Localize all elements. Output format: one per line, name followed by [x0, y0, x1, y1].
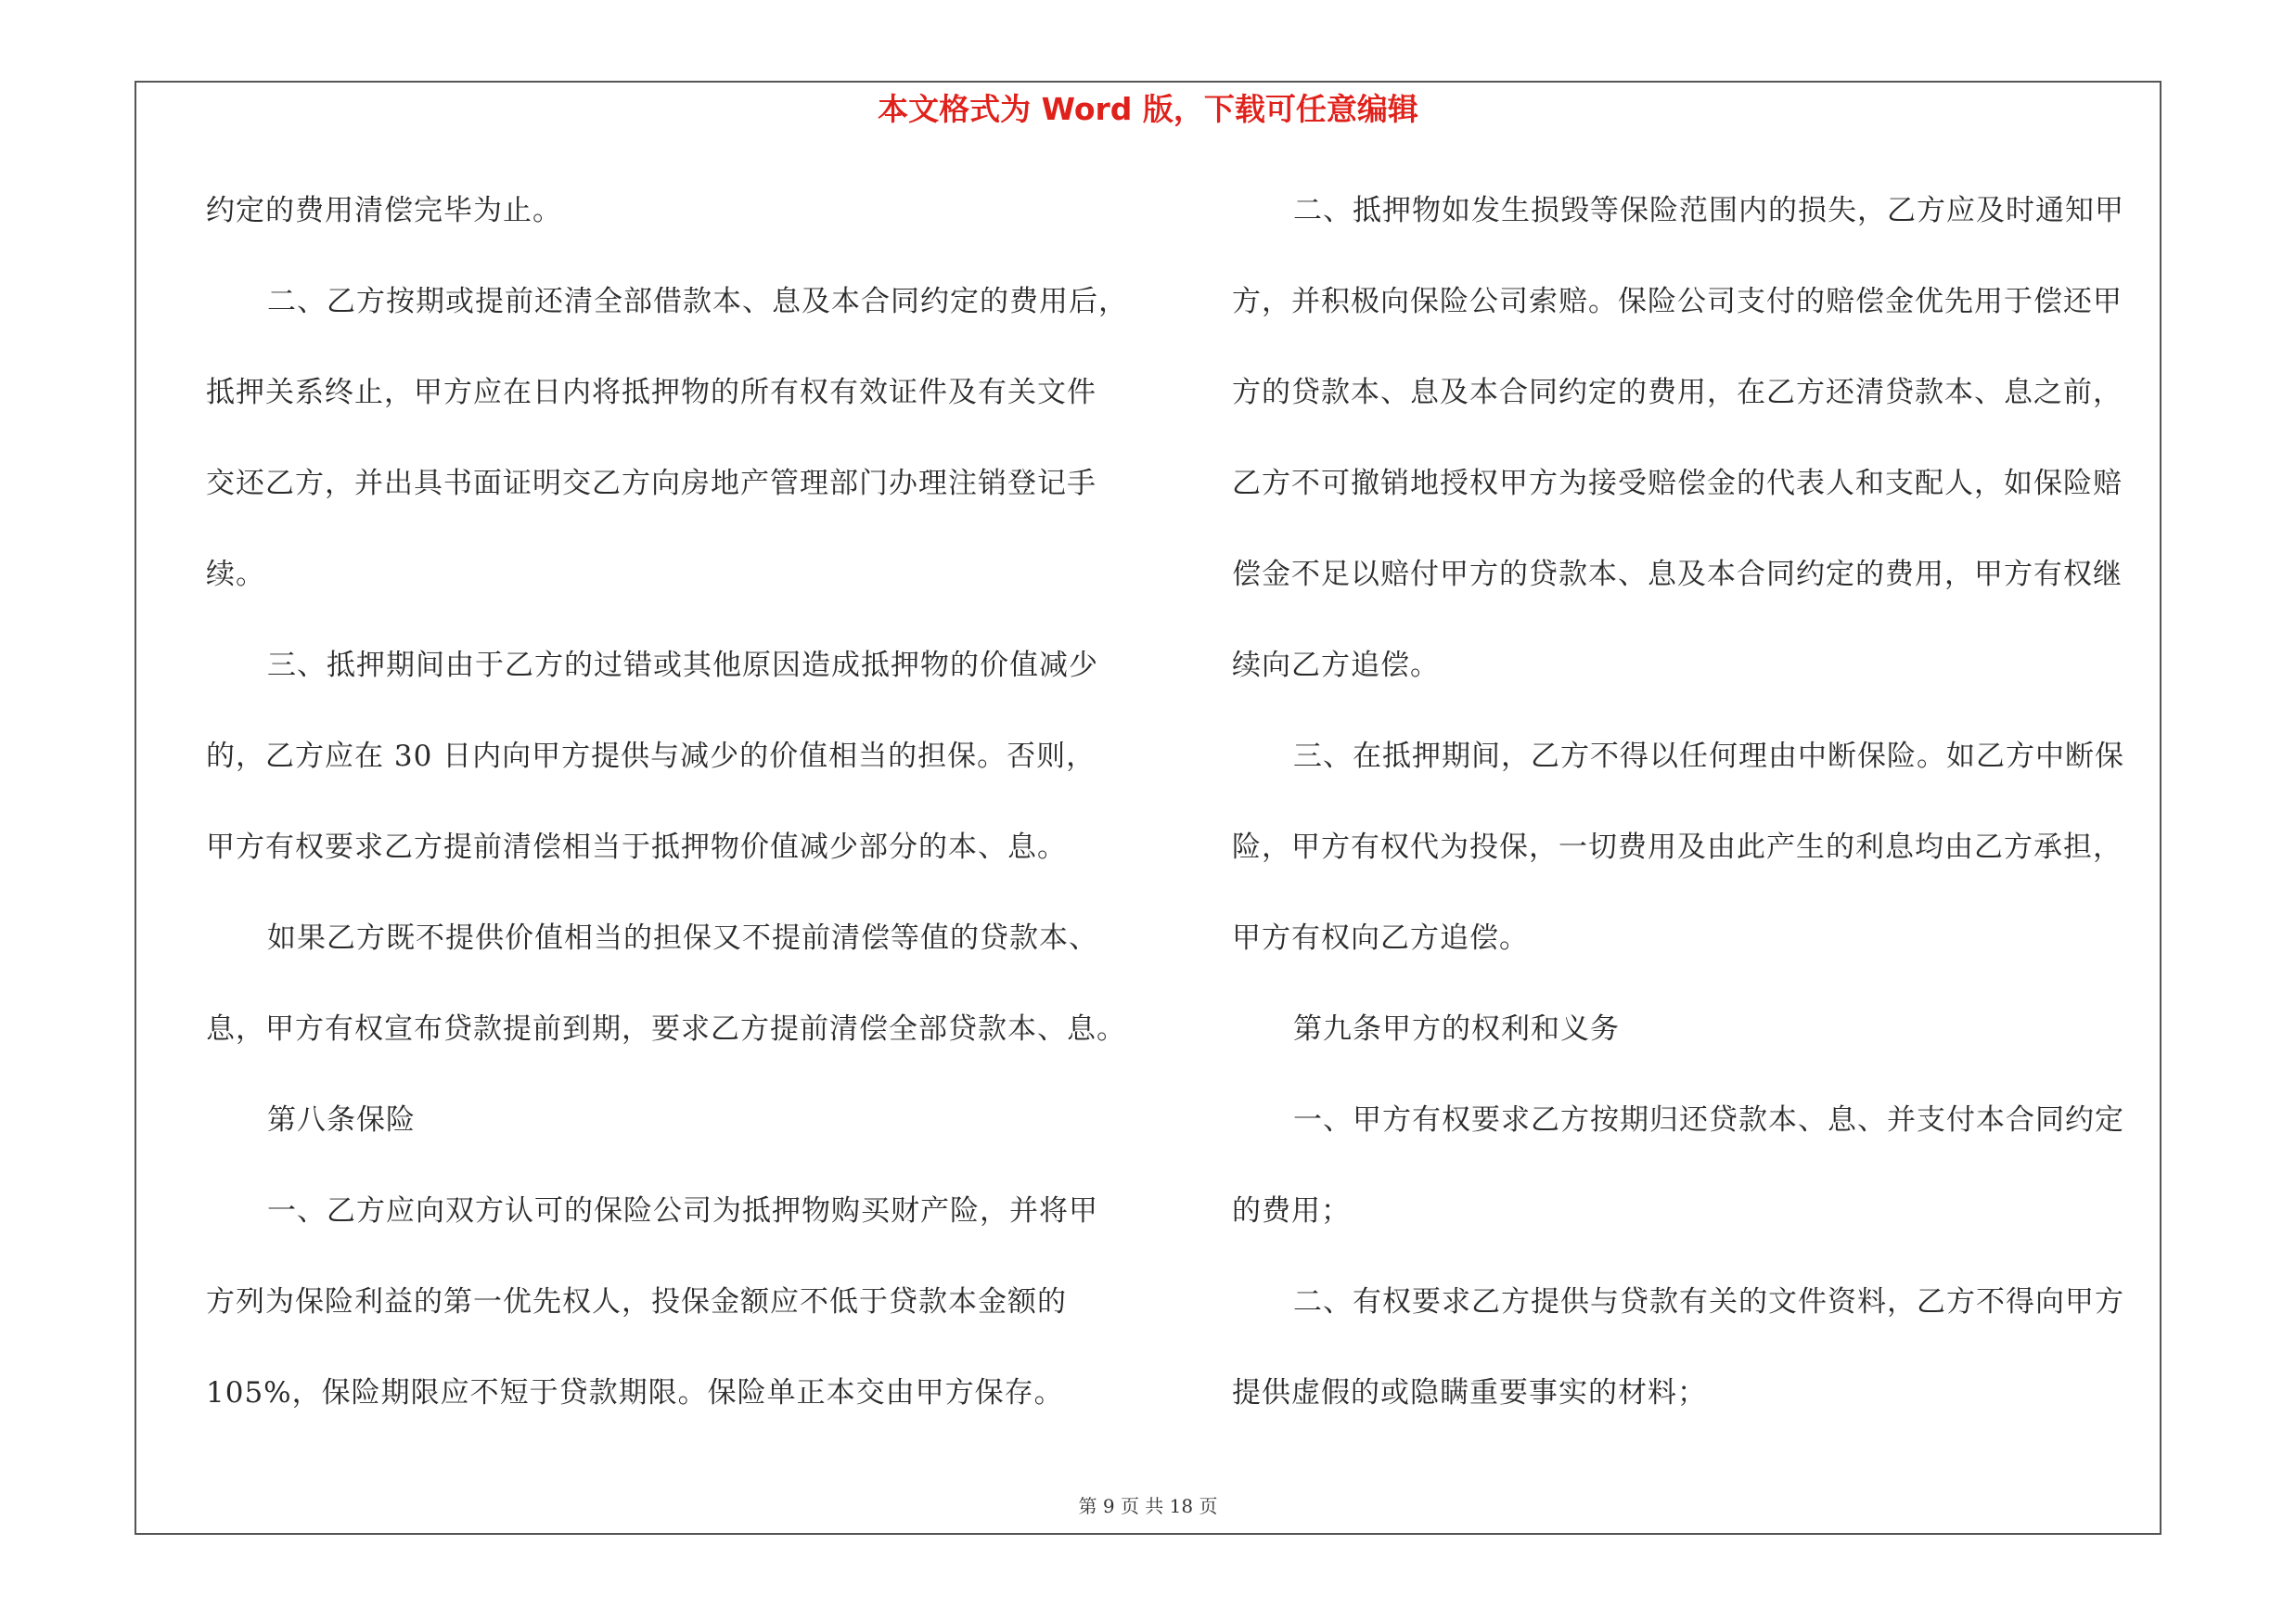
paragraph-line: 甲方有权向乙方追偿。 [1232, 921, 1529, 955]
paragraph-line: 的费用； [1232, 1194, 1351, 1228]
paragraph-line: 三、在抵押期间，乙方不得以任何理由中断保险。如乙方中断保 [1293, 740, 2124, 773]
paragraph-line: 续。 [206, 558, 265, 591]
paragraph-line: 抵押关系终止，甲方应在日内将抵押物的所有权有效证件及有关文件 [206, 376, 1097, 409]
paragraph-line: 偿金不足以赔付甲方的贷款本、息及本合同约定的费用，甲方有权继 [1232, 558, 2123, 591]
paragraph-line: 二、有权要求乙方提供与贷款有关的文件资料，乙方不得向甲方 [1293, 1285, 2124, 1319]
section-heading: 第八条保险 [267, 1103, 416, 1137]
paragraph-line: 交还乙方，并出具书面证明交乙方向房地产管理部门办理注销登记手 [206, 467, 1097, 500]
right-column [1232, 184, 2160, 1457]
paragraph-line: 方的贷款本、息及本合同约定的费用，在乙方还清贷款本、息之前， [1232, 376, 2123, 409]
paragraph-line: 方列为保险利益的第一优先权人，投保金额应不低于贷款本金额的 [206, 1285, 1067, 1319]
paragraph-line: 一、乙方应向双方认可的保险公司为抵押物购买财产险，并将甲 [267, 1194, 1098, 1228]
paragraph-line: 乙方不可撤销地授权甲方为接受赔偿金的代表人和支配人，如保险赔 [1232, 467, 2123, 500]
paragraph-line: 三、抵押期间由于乙方的过错或其他原因造成抵押物的价值减少 [267, 649, 1098, 682]
paragraph-line: 如果乙方既不提供价值相当的担保又不提前清偿等值的贷款本、 [267, 921, 1098, 955]
paragraph-line: 提供虚假的或隐瞒重要事实的材料； [1232, 1376, 1707, 1410]
paragraph-line: 的，乙方应在 30 日内向甲方提供与减少的价值相当的担保。否则， [206, 740, 1097, 773]
paragraph-line: 方，并积极向保险公司索赔。保险公司支付的赔偿金优先用于偿还甲 [1232, 285, 2123, 318]
page-number: 第 9 页 共 18 页 [1078, 1495, 1218, 1517]
paragraph-line: 一、甲方有权要求乙方按期归还贷款本、息、并支付本合同约定 [1293, 1103, 2124, 1137]
paragraph-line: 甲方有权要求乙方提前清偿相当于抵押物价值减少部分的本、息。 [206, 831, 1067, 864]
paragraph-line: 息，甲方有权宣布贷款提前到期，要求乙方提前清偿全部贷款本、息。 [206, 1012, 1126, 1046]
paragraph-line: 105%，保险期限应不短于贷款期限。保险单正本交由甲方保存。 [206, 1376, 1064, 1410]
section-heading: 第九条甲方的权利和义务 [1293, 1012, 1620, 1046]
left-column [206, 184, 1134, 1457]
paragraph-line: 二、乙方按期或提前还清全部借款本、息及本合同约定的费用后， [267, 285, 1128, 318]
paragraph-line: 二、抵押物如发生损毁等保险范围内的损失，乙方应及时通知甲 [1293, 194, 2124, 227]
paragraph-line: 险，甲方有权代为投保，一切费用及由此产生的利息均由乙方承担， [1232, 831, 2123, 864]
paragraph-line: 续向乙方追偿。 [1232, 649, 1440, 682]
header-banner: 本文格式为 Word 版，下载可任意编辑 [878, 91, 1418, 127]
paragraph-line: 约定的费用清偿完毕为止。 [206, 194, 562, 227]
